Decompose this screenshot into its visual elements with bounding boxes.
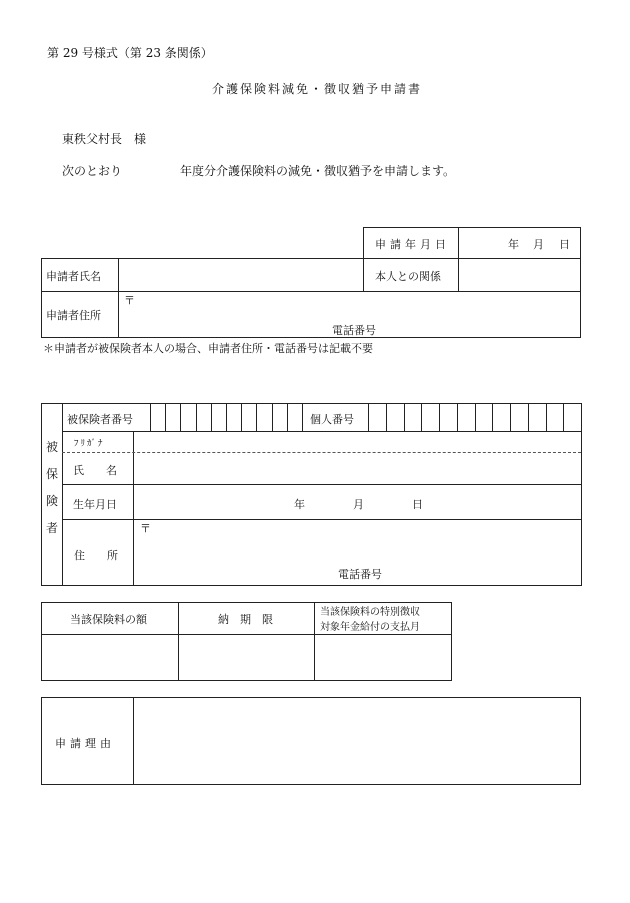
- insured-phone-label: 電話番号: [338, 568, 382, 581]
- insured-side-char: 者: [45, 521, 58, 535]
- birth-year: 年: [294, 498, 305, 511]
- payment-deadline-field[interactable]: [179, 635, 313, 680]
- application-date-field[interactable]: [459, 228, 579, 257]
- applicant-name-field[interactable]: [119, 259, 362, 290]
- relation-field[interactable]: [459, 259, 579, 290]
- pension-month-header-line2: 対象年金給付の支払月: [320, 622, 420, 633]
- furigana-label: ﾌﾘｶﾞﾅ: [74, 439, 105, 449]
- insured-name-field[interactable]: [134, 453, 580, 483]
- applicant-address-label: 申請者住所: [46, 309, 101, 322]
- relation-label: 本人との関係: [375, 270, 441, 283]
- birth-date-label: 生年月日: [73, 498, 117, 511]
- application-date-month: 月: [533, 238, 544, 251]
- insured-address-label: 住 所: [74, 549, 118, 562]
- intro-prefix: 次のとおり: [62, 164, 123, 178]
- insured-side-label: [45, 434, 59, 542]
- birth-month: 月: [353, 498, 364, 511]
- application-date-day: 日: [559, 238, 570, 251]
- insured-side-char: 被: [45, 440, 58, 454]
- personal-number-cells[interactable]: [368, 404, 581, 431]
- personal-number-label: 個人番号: [310, 413, 354, 426]
- pension-month-field[interactable]: [315, 635, 451, 680]
- intro-text: 年度分介護保険料の減免・徴収猶予を申請します。: [180, 164, 456, 178]
- application-date-label: 申請年月日: [375, 238, 450, 251]
- applicant-address-field[interactable]: [119, 292, 579, 336]
- pension-month-header-line1: 当該保険料の特別徴収: [320, 607, 420, 618]
- birth-date-field[interactable]: [134, 485, 580, 518]
- premium-amount-header: 当該保険料の額: [70, 613, 147, 626]
- application-date-year: 年: [508, 238, 519, 251]
- reason-field[interactable]: [134, 698, 580, 784]
- applicant-phone-label: 電話番号: [332, 324, 376, 337]
- insured-number-label: 被保険者番号: [67, 413, 133, 426]
- payment-deadline-header: 納 期 限: [218, 613, 273, 626]
- form-number: 第 29 号様式（第 23 条関係）: [47, 46, 213, 60]
- addressee: 東秩父村長 様: [62, 132, 147, 146]
- reason-label: 申請理由: [55, 737, 115, 750]
- insured-side-char: 保: [45, 467, 58, 481]
- applicant-name-label: 申請者氏名: [46, 270, 101, 283]
- furigana-field[interactable]: [134, 432, 580, 451]
- applicant-postal-mark: 〒: [124, 294, 135, 307]
- insured-side-char: 険: [45, 494, 58, 508]
- premium-amount-field[interactable]: [42, 635, 177, 680]
- insured-postal-mark: 〒: [140, 522, 151, 535]
- applicant-note: ＊申請者が被保険者本人の場合、申請者住所・電話番号は記載不要: [43, 342, 373, 355]
- birth-day: 日: [412, 498, 423, 511]
- insured-address-field[interactable]: [134, 520, 580, 585]
- insured-name-label: 氏 名: [73, 464, 117, 477]
- form-title: 介護保険料減免・徴収猶予申請書: [212, 82, 423, 96]
- insured-number-cells[interactable]: [150, 404, 302, 431]
